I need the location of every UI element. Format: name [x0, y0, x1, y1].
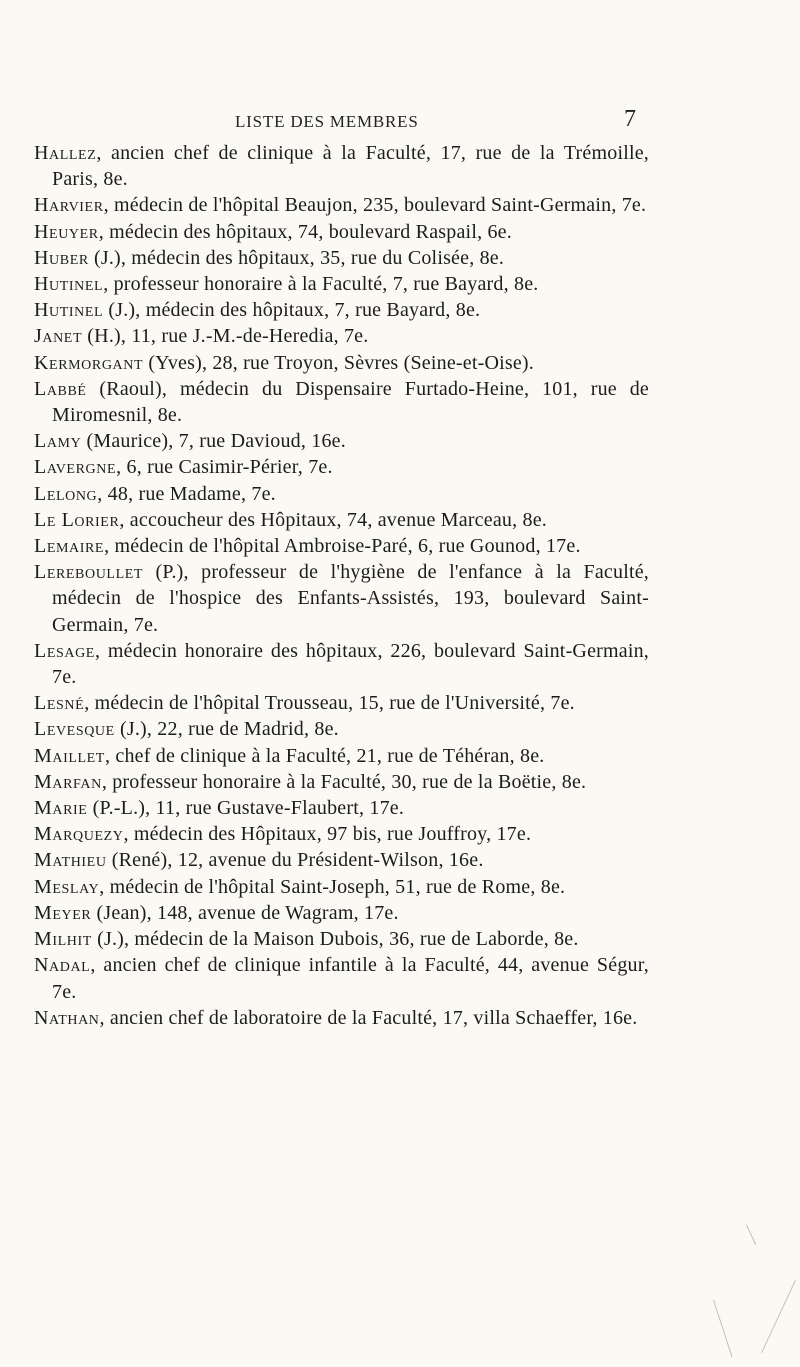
- member-entry: [34, 428, 649, 454]
- scan-mark: [713, 1300, 732, 1357]
- member-name: Hutinel: [34, 273, 104, 296]
- member-name: Mathieu: [34, 849, 107, 872]
- member-entry: [34, 1005, 649, 1031]
- member-details: (J.), médecin des hôpitaux, 7, rue Bayard, 8e.: [103, 299, 481, 322]
- member-entry: [34, 559, 649, 638]
- member-entry: [34, 507, 649, 533]
- member-details: , professeur honoraire à la Faculté, 7, rue Bayard, 8e.: [103, 273, 539, 296]
- member-entry: [34, 743, 649, 769]
- member-name: Huber: [34, 246, 89, 269]
- member-name: Nadal: [34, 954, 91, 977]
- member-entry: [34, 533, 649, 559]
- member-name: Marfan: [34, 770, 102, 793]
- member-name: Lelong: [34, 482, 98, 505]
- member-details: , ancien chef de clinique à la Faculté, 17, rue de la Trémoille, Paris, 8e.: [52, 142, 649, 191]
- member-details: , 6, rue Casimir-Périer, 7e.: [116, 456, 333, 479]
- member-details: (Maurice), 7, rue Davioud, 16e.: [81, 430, 346, 453]
- member-name: Lereboullet: [34, 561, 144, 584]
- member-details: , professeur honoraire à la Faculté, 30, rue de la Boëtie, 8e.: [101, 770, 587, 793]
- member-name: Heuyer: [34, 220, 99, 243]
- member-name: Meslay: [34, 875, 100, 898]
- member-details: (Raoul), médecin du Dispensaire Furtado-Heine, 101, rue de Miromesnil, 8e.: [52, 377, 649, 427]
- member-entry: [34, 638, 649, 690]
- member-name: Lemaire: [34, 535, 105, 558]
- member-details: (J.), 22, rue de Madrid, 8e.: [114, 718, 339, 741]
- member-details: (P.), professeur de l'hygiène de l'enfance à la Faculté, médecin de l'hospice des Enfants-Assistés, 193, boulevard Saint-Germain, 7e.: [52, 561, 649, 636]
- member-details: , médecin de l'hôpital Saint-Joseph, 51, rue de Rome, 8e.: [99, 875, 566, 898]
- member-name: Harvier: [34, 194, 104, 217]
- member-list: [34, 140, 649, 1031]
- member-details: , médecin de l'hôpital Trousseau, 15, rue de l'Université, 7e.: [84, 692, 575, 715]
- member-entry: [34, 900, 649, 926]
- running-title: LISTE DES MEMBRES: [235, 112, 419, 131]
- member-details: , ancien chef de laboratoire de la Faculté, 17, villa Schaeffer, 16e.: [99, 1006, 638, 1029]
- member-name: Le Lorier: [34, 508, 120, 531]
- scan-mark: [746, 1225, 756, 1245]
- member-name: Marquezy: [34, 823, 124, 846]
- member-entry: [34, 481, 649, 507]
- member-entry: [34, 795, 649, 821]
- member-name: Maillet: [34, 744, 105, 767]
- member-details: , chef de clinique à la Faculté, 21, rue de Téhéran, 8e.: [104, 744, 545, 767]
- member-entry: [34, 219, 649, 245]
- member-name: Kermorgant: [34, 351, 144, 374]
- member-details: , médecin de l'hôpital Beaujon, 235, boulevard Saint-Germain, 7e.: [103, 194, 647, 217]
- member-entry: [34, 926, 649, 952]
- page-number: 7: [624, 106, 636, 132]
- member-entry: [34, 140, 649, 192]
- member-details: (H.), 11, rue J.-M.-de-Heredia, 7e.: [82, 325, 369, 348]
- member-name: Lavergne: [34, 456, 117, 479]
- member-entry: [34, 952, 649, 1004]
- member-name: Hallez: [34, 142, 97, 164]
- member-details: (P.-L.), 11, rue Gustave-Flaubert, 17e.: [87, 797, 405, 820]
- member-name: Labbé: [34, 377, 87, 400]
- member-name: Lamy: [34, 430, 82, 453]
- member-name: Marie: [34, 797, 88, 820]
- member-entry: [34, 323, 649, 349]
- member-name: Milhit: [34, 928, 92, 951]
- member-details: , ancien chef de clinique infantile à la Faculté, 44, avenue Ségur, 7e.: [52, 954, 649, 1003]
- member-entry: [34, 716, 649, 742]
- member-details: (René), 12, avenue du Président-Wilson, 16e.: [106, 849, 484, 872]
- member-details: , médecin de l'hôpital Ambroise-Paré, 6, rue Gounod, 17e.: [104, 535, 581, 558]
- page-header: [0, 106, 800, 136]
- member-entry: [34, 821, 649, 847]
- member-entry: [34, 271, 649, 297]
- member-details: , médecin des hôpitaux, 74, boulevard Raspail, 6e.: [98, 220, 512, 243]
- member-details: (Yves), 28, rue Troyon, Sèvres (Seine-et-Oise).: [143, 351, 534, 374]
- member-entry: [34, 847, 649, 873]
- member-details: , accoucheur des Hôpitaux, 74, avenue Marceau, 8e.: [119, 508, 547, 531]
- member-name: Nathan: [34, 1006, 100, 1029]
- member-name: Lesage: [34, 639, 95, 662]
- member-details: , 48, rue Madame, 7e.: [97, 482, 276, 505]
- member-entry: [34, 769, 649, 795]
- member-name: Lesné: [34, 692, 85, 715]
- member-entry: [34, 297, 649, 323]
- member-entry: [34, 192, 649, 218]
- member-name: Meyer: [34, 901, 92, 924]
- member-details: , médecin honoraire des hôpitaux, 226, boulevard Saint-Germain, 7e.: [52, 639, 649, 689]
- member-entry: [34, 376, 649, 428]
- member-name: Levesque: [34, 718, 115, 741]
- member-name: Hutinel: [34, 299, 104, 322]
- member-entry: [34, 690, 649, 716]
- member-details: (J.), médecin de la Maison Dubois, 36, rue de Laborde, 8e.: [91, 928, 579, 951]
- member-details: (Jean), 148, avenue de Wagram, 17e.: [91, 901, 399, 924]
- member-entry: [34, 454, 649, 480]
- member-details: (J.), médecin des hôpitaux, 35, rue du Colisée, 8e.: [88, 246, 505, 269]
- member-details: , médecin des Hôpitaux, 97 bis, rue Jouffroy, 17e.: [123, 823, 532, 846]
- member-name: Janet: [34, 325, 83, 348]
- member-entry: [34, 245, 649, 271]
- member-entry: [34, 350, 649, 376]
- member-entry: [34, 874, 649, 900]
- scan-mark: [761, 1280, 796, 1353]
